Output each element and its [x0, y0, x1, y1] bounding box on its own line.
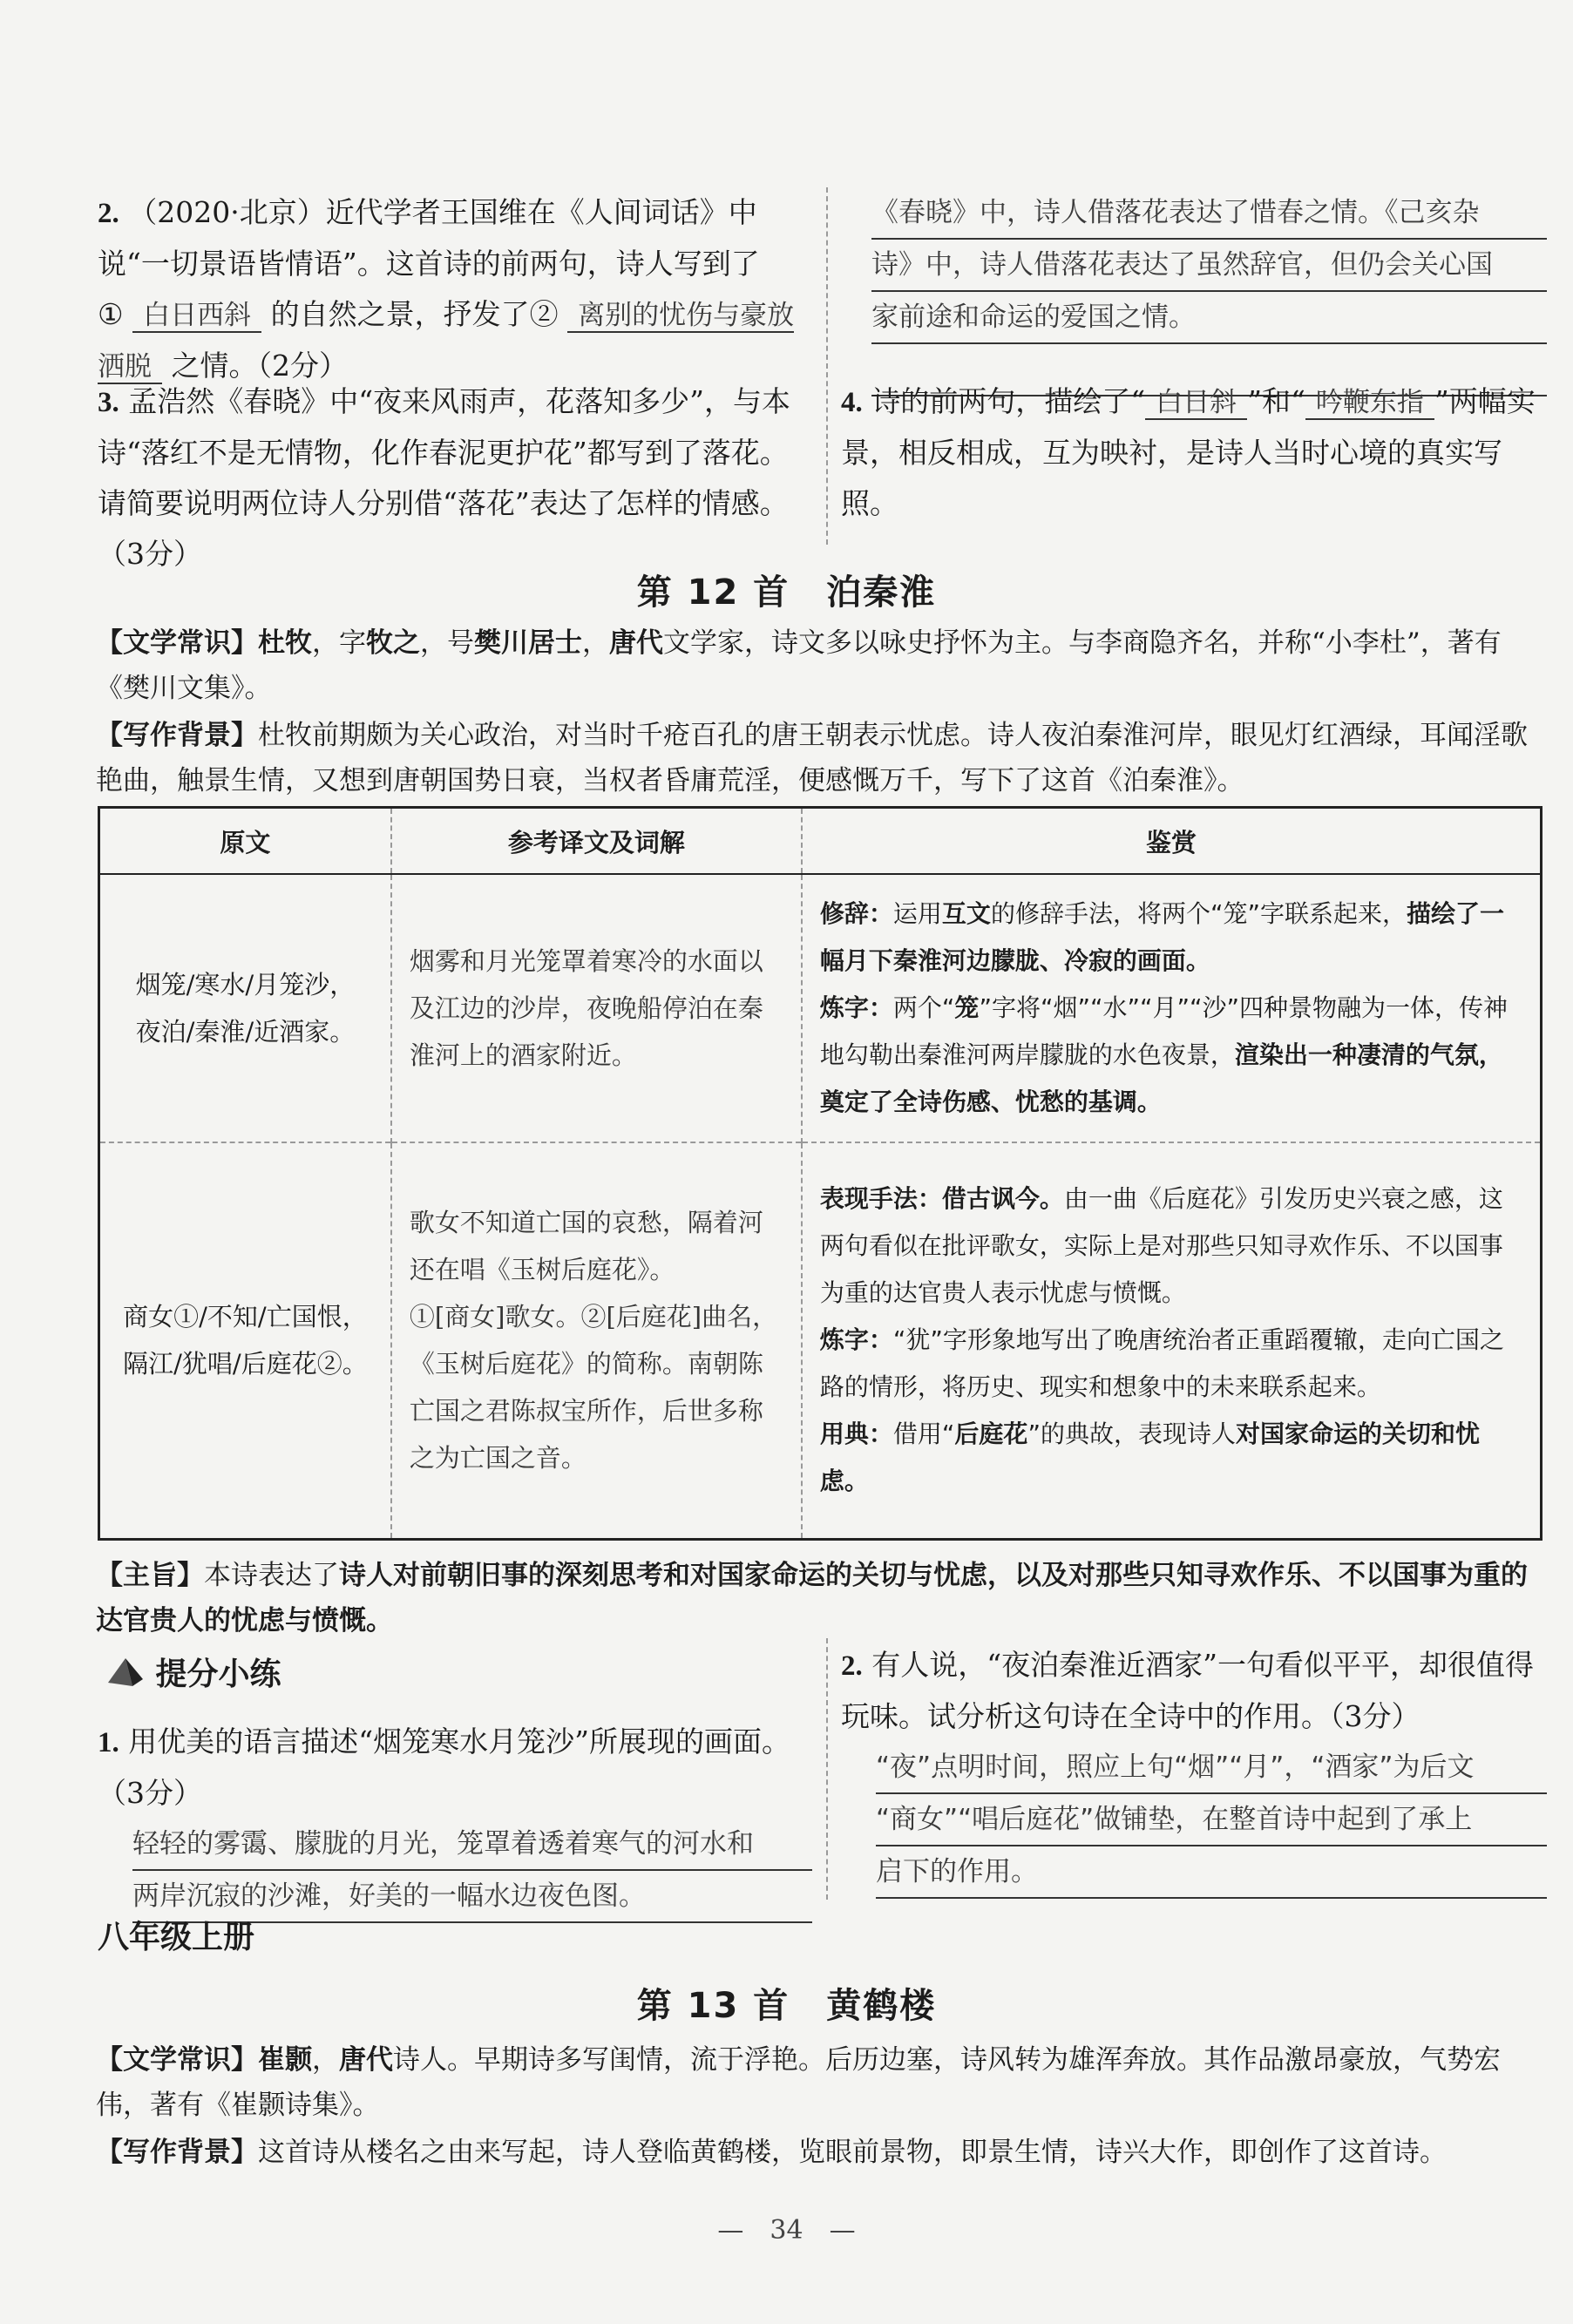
- author-name: 崔颢: [258, 2044, 312, 2076]
- question-2: [98, 187, 812, 392]
- text-bold: 唐代: [609, 627, 663, 659]
- heading-text: 提分小练: [155, 1657, 281, 1692]
- question-number: 1.: [98, 1727, 119, 1758]
- question-3: [98, 376, 812, 579]
- appreciation-item: [820, 1176, 1522, 1317]
- appreciation: [802, 874, 1542, 1142]
- text: 文学家，诗文多以咏史抒怀为主。与李商隐齐名，并称“小李杜”，著有《樊川文集》。: [96, 627, 1502, 704]
- text: 杜牧前期颇为关心政治，对当时千疮百孔的唐王朝表示忧虑。诗人夜泊秦淮河岸，眼见灯红酒绿，耳闻淫歌艳曲，触景生情，又想到唐朝国势日衰，当权者昏庸荒淫，便感慨万千，写下了这首《泊秦淮》。: [96, 720, 1528, 796]
- page-number: — 34 —: [717, 2215, 856, 2246]
- text-bold: 对国家命运的关切和忧虑。: [819, 1419, 1480, 1496]
- answer: [841, 1742, 1547, 1899]
- label: 炼字：: [819, 1325, 893, 1355]
- text-bold: 笼: [954, 993, 980, 1022]
- poem-12-literary-knowledge: [96, 620, 1542, 711]
- question-text: 之情。（2分）: [171, 349, 348, 383]
- pyramid-icon: [106, 1657, 145, 1688]
- practice-question-2: [841, 1640, 1547, 1899]
- label: 修辞：: [819, 899, 893, 928]
- answer-line: 《春晓》中，诗人借落花表达了惜春之情。《己亥杂: [871, 187, 1547, 240]
- answer: [98, 1819, 812, 1923]
- text: 诗人。早期诗多写闺情，流于浮艳。后历边塞，诗风转为雄浑奔放。其作品激昂豪放，气势宏伟，著有《崔颢诗集》。: [96, 2044, 1501, 2121]
- question-text: 有人说，“夜泊秦淮近酒家”一句看似平平，却很值得玩味。试分析这句诗在全诗中的作用。（3分）: [841, 1648, 1534, 1733]
- section-tag: 【文学常识】: [96, 2044, 258, 2076]
- answer-line: 诗》中，诗人借落花表达了虽然辞官，但仍会关心国: [871, 240, 1547, 292]
- label: 表现手法：: [819, 1184, 942, 1214]
- answer-blank: 吟鞭东指: [1305, 387, 1434, 420]
- table-header-row: [99, 808, 1542, 875]
- label: 用典：: [819, 1419, 893, 1449]
- section-tag: 【文学常识】: [96, 627, 258, 659]
- translation: [391, 1142, 802, 1539]
- poem-line: 隔江/犹唱/后庭花②。: [123, 1349, 368, 1379]
- translation: 烟雾和月光笼罩着寒冷的水面以及江边的沙岸，夜晚船停泊在秦淮河上的酒家附近。: [391, 874, 802, 1142]
- answer-line: “商女”“唱后庭花”做铺垫，在整首诗中起到了承上: [876, 1794, 1547, 1846]
- answer-blank: 白日西斜: [132, 300, 261, 333]
- question-text: 用优美的语言描述“烟笼寒水月笼沙”所展现的画面。（3分）: [98, 1724, 790, 1810]
- circle-marker: ①: [98, 297, 124, 331]
- text: 这首诗从楼名之由来写起，诗人登临黄鹤楼，览眼前景物，即景生情，诗兴大作，即创作了这首诗。: [258, 2137, 1447, 2168]
- question-number: 4.: [841, 387, 863, 418]
- text-bold: 诗人对前朝旧事的深刻思考和对国家命运的关切与忧虑，以及对那些只知寻欢作乐、不以国事为重的达官贵人的忧虑与愤慨。: [96, 1560, 1528, 1636]
- text-bold: 借古讽今。: [941, 1184, 1064, 1214]
- poem-12-table: [98, 806, 1542, 1541]
- table-header: 原文: [99, 808, 391, 875]
- poem-12-title: 第 12 首 泊秦淮: [636, 573, 937, 613]
- text: ”字将“烟”“水”“月”“沙”四种景物融为一体，传神地勾勒出秦淮河两岸朦胧的水色夜景，: [819, 993, 1508, 1069]
- column-divider: [826, 187, 828, 545]
- appreciation-item: [820, 1317, 1522, 1411]
- text: 由一曲《后庭花》引发历史兴衰之感，这两句看似在批评歌女，实际上是对那些只知寻欢作乐、不以国事为重的达官贵人表示忧虑与愤慨。: [819, 1184, 1503, 1308]
- question-text: （2020·北京）近代学者王国维在《人间词话》中说“一切景语皆情语”。这首诗的前两句，诗人写到了: [98, 195, 760, 281]
- poem-line: 商女①/不知/亡国恨，: [123, 1302, 368, 1332]
- question-text: ”两幅实景，相反相成，互为映衬，是诗人当时心境的真实写照。: [841, 384, 1536, 520]
- text: ，号: [420, 627, 474, 659]
- text: 两个“: [892, 993, 955, 1022]
- question-4: [841, 376, 1547, 529]
- text: ，: [312, 2044, 339, 2076]
- original-text: [99, 1142, 391, 1539]
- column-divider: [826, 1638, 828, 1900]
- text-bold: 互文: [941, 899, 991, 928]
- text: ，字: [312, 627, 366, 659]
- answer-line: 启下的作用。: [876, 1846, 1547, 1899]
- appreciation-item: [820, 891, 1522, 985]
- section-tag: 【写作背景】: [96, 2137, 258, 2168]
- text-bold: 渲染出一种凄清的气氛，奠定了全诗伤感、忧愁的基调。: [819, 1040, 1503, 1116]
- answer-line: 轻轻的雾霭、朦胧的月光，笼罩着透着寒气的河水和: [132, 1819, 812, 1871]
- table-header: 参考译文及词解: [391, 808, 802, 875]
- text-bold: 樊川居士: [474, 627, 582, 659]
- answer-line: “夜”点明时间，照应上句“烟”“月”，“酒家”为后文: [876, 1742, 1547, 1794]
- translation-text: 歌女不知道亡国的哀愁，隔着河还在唱《玉树后庭花》。: [409, 1208, 763, 1285]
- text: 本诗表达了: [204, 1560, 339, 1591]
- text-bold: 牧之: [366, 627, 420, 659]
- author-name: 杜牧: [258, 627, 312, 659]
- text: 的修辞手法，将两个“笼”字联系起来，: [990, 899, 1407, 928]
- original-text: [99, 874, 391, 1142]
- appreciation: [802, 1142, 1542, 1539]
- appreciation-item: [820, 1411, 1522, 1505]
- answer-blank: 离别的忧伤与豪放洒脱: [98, 300, 795, 383]
- poem-13-literary-knowledge: [96, 2037, 1542, 2128]
- question-text: 诗的前两句，描绘了“: [871, 384, 1146, 418]
- text: “犹”字形象地写出了晚唐统治者正重蹈覆辙，走向亡国之路的情形，将历史、现实和想象中的未来联系起来。: [819, 1325, 1504, 1402]
- poem-13-background: [96, 2130, 1542, 2175]
- poem-12-background: [96, 713, 1542, 803]
- text-bold: 描绘了一幅月下秦淮河边朦胧、冷寂的画面。: [819, 899, 1504, 975]
- poem-line: 夜泊/秦淮/近酒家。: [135, 1017, 356, 1047]
- question-number: 2.: [98, 198, 119, 229]
- section-tag: 【主旨】: [96, 1560, 204, 1591]
- label: 炼字：: [819, 993, 893, 1022]
- question-text: 的自然之景，抒发了②: [270, 297, 559, 331]
- answer-line: 家前途和命运的爱国之情。: [871, 292, 1547, 344]
- practice-question-1: [98, 1717, 812, 1923]
- poem-12-theme: [96, 1553, 1542, 1643]
- question-text: 孟浩然《春晓》中“夜来风雨声，花落知多少”，与本诗“落红不是无情物，化作春泥更护花”都写到了落花。请简要说明两位诗人分别借“落花”表达了怎样的情感。（3分）: [98, 384, 790, 571]
- text: ”的典故，表现诗人: [1027, 1419, 1236, 1449]
- table-header: 鉴赏: [802, 808, 1542, 875]
- table-row: [99, 874, 1542, 1142]
- text-bold: 后庭花: [954, 1419, 1028, 1449]
- practice-heading: [106, 1650, 281, 1694]
- appreciation-item: [820, 985, 1522, 1126]
- question-text: ”和“: [1247, 384, 1305, 418]
- text-bold: 唐代: [339, 2044, 393, 2076]
- table-row: [99, 1142, 1542, 1539]
- question-3-answer: [871, 187, 1547, 396]
- text: 借用“: [892, 1419, 955, 1449]
- question-number: 3.: [98, 387, 119, 418]
- word-notes: ①[商女]歌女。②[后庭花]曲名，《玉树后庭花》的简称。南朝陈亡国之君陈叔宝所作，后世多称之为亡国之音。: [409, 1302, 778, 1474]
- section-tag: 【写作背景】: [96, 720, 258, 751]
- answer-blank: 白日斜: [1145, 387, 1247, 420]
- answer-line: 两岸沉寂的沙滩，好美的一幅水边夜色图。: [132, 1871, 812, 1923]
- poem-13-title: 第 13 首 黄鹤楼: [636, 1986, 937, 2026]
- poem-line: 烟笼/寒水/月笼沙，: [135, 970, 356, 999]
- text: ，: [582, 627, 609, 659]
- text: 运用: [892, 899, 942, 928]
- question-number: 2.: [841, 1650, 863, 1682]
- grade-heading: 八年级上册: [98, 1920, 255, 1955]
